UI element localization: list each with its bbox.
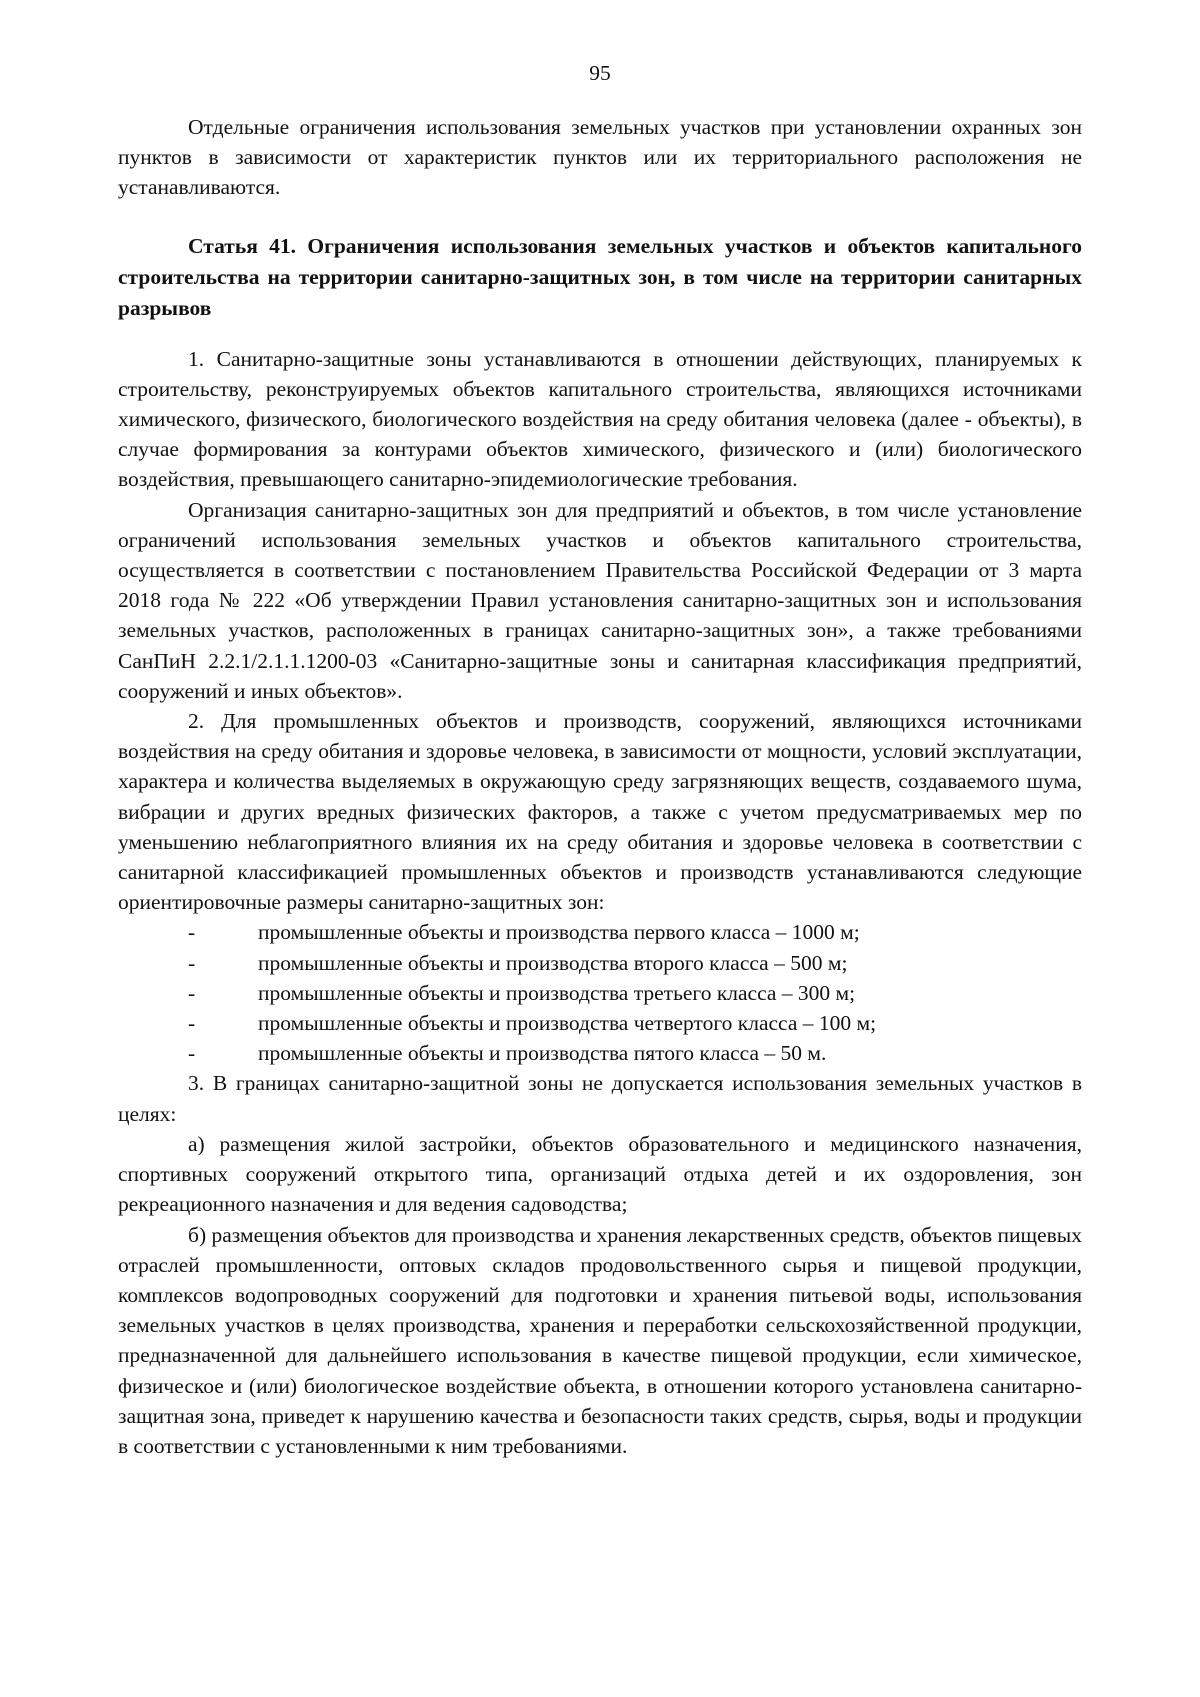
document-page [118,58,1082,1461]
dash-marker: - [188,920,196,945]
paragraph-3a: а) размещения жилой застройки, объектов образовательного и медицинского назначения, спортивных сооружений открытого типа, организаций отдыха детей и их оздоровления, зон рекреационного назначения и для ведения садоводства; [118,1131,1082,1217]
paragraph-1: 1. Санитарно-защитные зоны устанавливаются в отношении действующих, планируемых к строительству, реконструируемых объектов капитального строительства, являющихся источниками химического, физического, биологического воздействия на среду обитания человека (далее - объекты), в случае формирования за контурами объектов химического, физического и (или) биологического воздействия, превышающего санитарно-эпидемиологические требования. [118,346,1082,492]
list-item-text: промышленные объекты и производства первого класса – 1000 м; [258,920,860,945]
list-item-text: промышленные объекты и производства второго класса – 500 м; [258,950,848,975]
dash-marker: - [188,1011,196,1036]
list-item [118,948,1082,978]
dash-marker: - [188,950,196,975]
intro-paragraph: Отдельные ограничения использования земельных участков при установлении охранных зон пунктов в зависимости от характеристик пунктов или их территориального расположения не устанавливаются. [118,115,1082,200]
list-item-text: промышленные объекты и производства третьего класса – 300 м; [258,980,856,1005]
dash-marker: - [188,1041,196,1066]
list-item [118,917,1082,947]
article-title: Статья 41. Ограничения использования земельных участков и объектов капитального строительства на территории санитарно-защитных зон, в том числе на территории санитарных разрывов [118,233,1082,320]
list-item-text: промышленные объекты и производства четвертого класса – 100 м; [258,1011,877,1036]
zone-size-list [118,917,1082,1068]
list-item-text: промышленные объекты и производства пятого класса – 50 м. [258,1041,827,1066]
list-item [118,1038,1082,1068]
paragraph-3: 3. В границах санитарно-защитной зоны не допускается использования земельных участков в целях: [118,1071,1082,1126]
dash-marker: - [188,980,196,1005]
paragraph-2: 2. Для промышленных объектов и производств, сооружений, являющихся источниками воздействия на среду обитания и здоровье человека, в зависимости от мощности, условий эксплуатации, характера и количества выделяемых в окружающую среду загрязняющих веществ, создаваемого шума, вибрации и других вредных физических факторов, а также с учетом предусматриваемых мер по уменьшению неблагоприятного влияния их на среду обитания и здоровье человека в соответствии с санитарной классификацией промышленных объектов и производств устанавливаются следующие ориентировочные размеры санитарно-защитных зон: [118,709,1082,915]
list-item [118,1008,1082,1038]
paragraph-3b: б) размещения объектов для производства и хранения лекарственных средств, объектов пищевых отраслей промышленности, оптовых складов продовольственного сырья и пищевой продукции, комплексов водопроводных сооружений для подготовки и хранения питьевой воды, использования земельных участков в целях производства, хранения и переработки сельскохозяйственной продукции, предназначенной для дальнейшего использования в качестве пищевой продукции, если химическое, физическое и (или) биологическое воздействие объекта, в отношении которого установлена санитарно-защитная зона, приведет к нарушению качества и безопасности таких средств, сырья, воды и продукции в соответствии с установленными к ним требованиями. [118,1222,1082,1458]
paragraph-organization: Организация санитарно-защитных зон для предприятий и объектов, в том числе установление ограничений использования земельных участков и объектов капитального строительства, осуществляется в соответствии с постановлением Правительства Российской Федерации от 3 марта 2018 года № 222 «Об утверждении Правил установления санитарно-защитных зон и использования земельных участков, расположенных в границах санитарно-защитных зон», а также требованиями СанПиН 2.2.1/2.1.1.1200-03 «Санитарно-защитные зоны и санитарная классификация предприятий, сооружений и иных объектов». [118,497,1082,703]
list-item [118,978,1082,1008]
page-number: 95 [589,61,611,85]
